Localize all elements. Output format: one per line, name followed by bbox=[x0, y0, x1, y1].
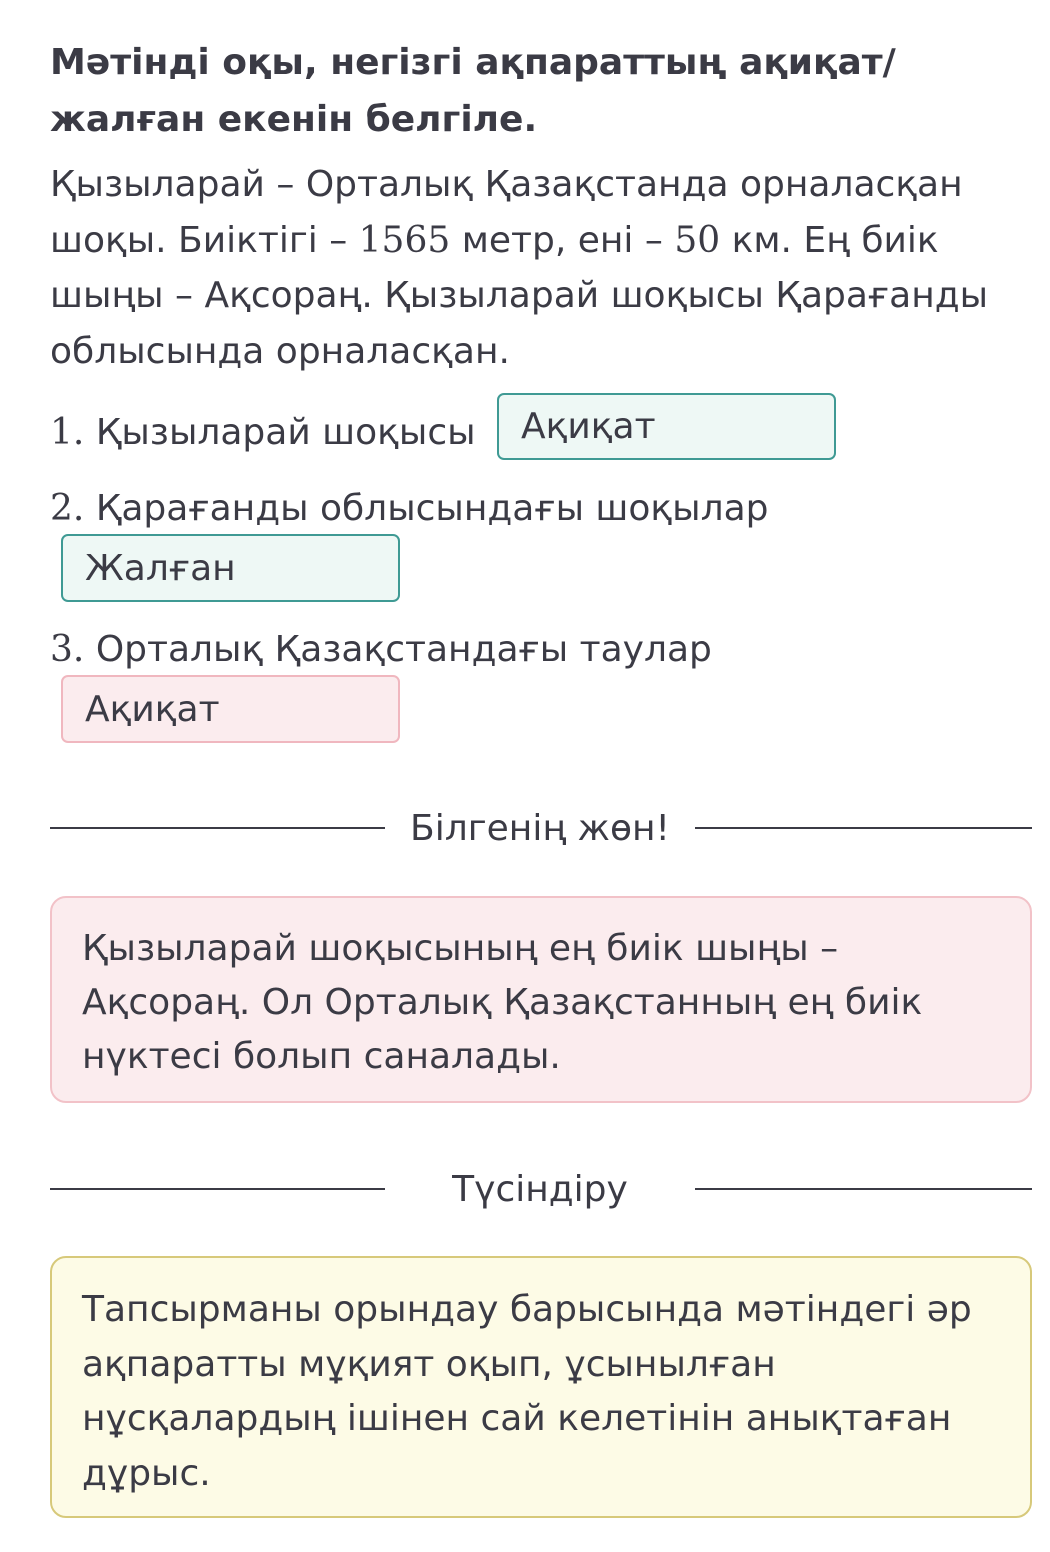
statement-2-number: 2. bbox=[50, 488, 85, 529]
statement-3-text: Орталық Қазақстандағы таулар bbox=[95, 629, 712, 670]
statement-1-number: 1. bbox=[50, 412, 85, 453]
feedback-heading: Білгенің жөн! bbox=[410, 808, 670, 849]
answer-dropdown-1[interactable] bbox=[497, 393, 836, 460]
answer-dropdown-2[interactable] bbox=[61, 534, 400, 602]
statement-3-number: 3. bbox=[50, 629, 85, 670]
passage-part-1: Қызыларай – Орталық Қазақстанда орналасқан шоқы. Биіктігі – bbox=[50, 164, 963, 261]
feedback-box bbox=[50, 896, 1032, 1103]
statement-2 bbox=[50, 484, 769, 534]
statement-2-text: Қарағанды облысындағы шоқылар bbox=[95, 488, 769, 529]
passage-part-2: метр, ені – bbox=[450, 219, 675, 261]
passage-part-3: км. Ең биік шыңы – Ақсораң. Қызыларай шоқысы Қарағанды облысында орналасқан. bbox=[50, 219, 989, 372]
answer-dropdown-3[interactable] bbox=[61, 675, 400, 743]
explanation-text: Тапсырманы орындау барысында мәтіндегі әр ақпаратты мұқият оқып, ұсынылған нұсқалардың ішінен сай келетінін анықтаған дұрыс. bbox=[82, 1289, 972, 1494]
answer-1-value: Ақиқат bbox=[521, 406, 656, 447]
height-value: 1565 bbox=[358, 219, 451, 261]
statement-1-text: Қызыларай шоқысы bbox=[95, 412, 476, 453]
feedback-divider-right bbox=[695, 827, 1032, 829]
statement-1 bbox=[50, 408, 476, 458]
explanation-box bbox=[50, 1256, 1032, 1518]
passage-text bbox=[50, 157, 1025, 379]
explanation-divider-right bbox=[695, 1188, 1032, 1190]
question-title: Мәтінді оқы, негізгі ақпараттың ақиқат/ жалған екенін белгіле. bbox=[50, 42, 896, 140]
answer-2-value: Жалған bbox=[85, 547, 236, 589]
explanation-divider-left bbox=[50, 1188, 385, 1190]
width-value: 50 bbox=[674, 219, 721, 261]
statement-3 bbox=[50, 625, 712, 675]
feedback-text: Қызыларай шоқысының ең биік шыңы – Ақсораң. Ол Орталық Қазақстанның ең биік нүктесі болып саналады. bbox=[82, 928, 923, 1077]
answer-3-value: Ақиқат bbox=[85, 688, 220, 730]
explanation-heading: Түсіндіру bbox=[452, 1169, 628, 1210]
feedback-divider-left bbox=[50, 827, 385, 829]
